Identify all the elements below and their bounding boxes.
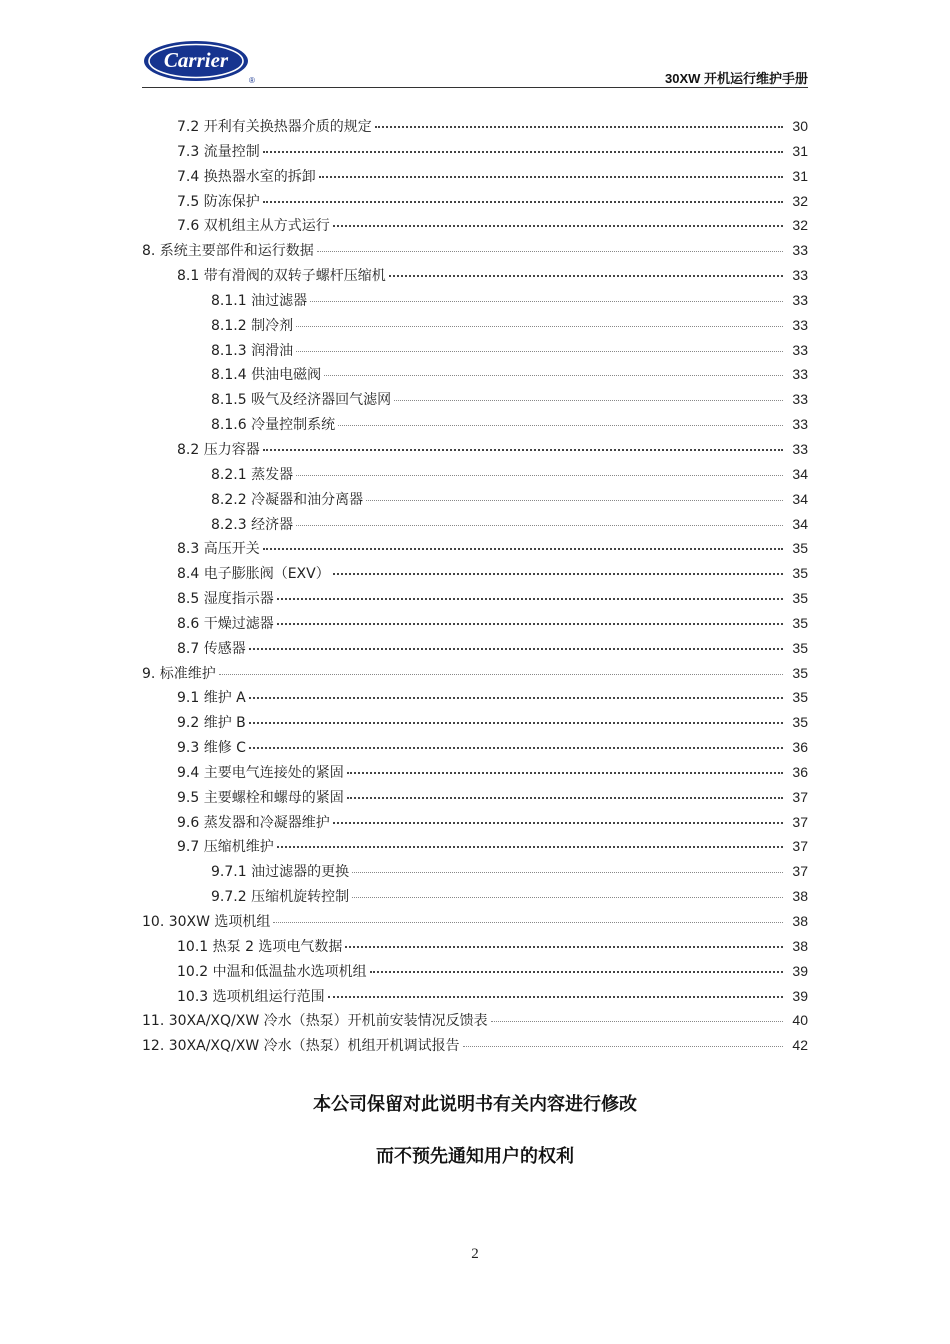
toc-leader-dots [277,623,783,625]
toc-entry[interactable] [142,538,808,563]
toc-entry[interactable] [142,961,808,986]
toc-entry-title: 7.2 开利有关换热器介质的规定 [177,119,372,135]
toc-entry[interactable] [142,240,808,265]
toc-entry[interactable] [142,861,808,886]
toc-leader-dots [296,351,783,352]
toc-leader-dots [491,1021,783,1022]
toc-entry-title: 10. 30XW 选项机组 [142,914,271,930]
toc-entry-title: 10.2 中温和低温盐水选项机组 [177,963,367,980]
toc-entry-title: 11. 30XA/XQ/XW 冷水（热泵）开机前安装情况反馈表 [142,1013,488,1030]
toc-entry-page: 38 [792,937,808,954]
toc-entry[interactable] [142,563,808,588]
toc-entry-page: 33 [792,341,808,358]
toc-leader-dots [338,425,783,426]
toc-leader-dots [463,1046,783,1047]
toc-entry[interactable] [142,141,808,166]
toc-leader-dots [263,151,783,153]
toc-leader-dots [394,400,783,401]
registered-mark: ® [249,76,255,84]
toc-leader-dots [249,697,783,699]
toc-entry[interactable] [142,464,808,489]
toc-entry-title: 8.1 带有滑阀的双转子螺杆压缩机 [177,268,386,285]
toc-entry[interactable] [142,886,808,911]
toc-leader-dots [352,872,783,873]
toc-entry[interactable] [142,265,808,290]
toc-entry[interactable] [142,638,808,663]
toc-entry[interactable] [142,588,808,613]
toc-entry[interactable] [142,762,808,787]
toc-entry[interactable] [142,712,808,737]
toc-entry-page: 35 [792,639,808,656]
toc-leader-dots [263,548,783,550]
toc-entry-page: 35 [792,590,808,607]
toc-leader-dots [296,326,783,327]
toc-entry[interactable] [142,812,808,837]
toc-entry-page: 34 [792,490,808,507]
toc-entry[interactable] [142,191,808,216]
toc-leader-dots [219,674,783,675]
toc-leader-dots [249,648,783,650]
toc-leader-dots [249,722,783,724]
toc-entry-page: 35 [792,565,808,582]
toc-entry-page: 36 [792,739,808,756]
toc-entry[interactable] [142,290,808,315]
toc-entry[interactable] [142,315,808,340]
toc-leader-dots [296,525,783,526]
toc-entry-title: 9.2 维护 B [177,715,246,732]
toc-entry-page: 30 [792,118,808,134]
toc-entry[interactable] [142,215,808,240]
toc-entry-title: 9.3 维修 C [177,740,246,757]
logo-wordmark: Carrier [163,48,229,72]
toc-leader-dots [347,772,783,774]
toc-entry-page: 33 [792,416,808,433]
toc-entry-title: 7.4 换热器水室的拆卸 [177,168,316,185]
toc-entry-page: 35 [792,614,808,631]
toc-entry-page: 31 [792,167,808,184]
toc-entry[interactable] [142,439,808,464]
toc-entry-page: 33 [792,316,808,333]
toc-leader-dots [324,375,783,376]
toc-entry-title: 9.6 蒸发器和冷凝器维护 [177,814,330,831]
toc-leader-dots [263,201,783,203]
toc-entry-page: 34 [792,515,808,532]
toc-entry-page: 36 [792,763,808,780]
toc-leader-dots [389,275,783,277]
toc-entry[interactable] [142,166,808,191]
toc-entry[interactable] [142,514,808,539]
toc-entry-title: 9.1 维护 A [177,690,246,707]
toc-entry-title: 8. 系统主要部件和运行数据 [142,243,314,260]
notice-line-2: 而不预先通知用户的权利 [376,1146,574,1167]
toc-entry-title: 8.3 高压开关 [177,541,260,558]
toc-entry[interactable] [142,911,808,936]
toc-entry-title: 10.1 热泵 2 选项电气数据 [177,938,343,955]
toc-leader-dots [345,946,783,948]
toc-leader-dots [333,225,783,227]
toc-entry-page: 32 [792,192,808,209]
notice-line-1: 本公司保留对此说明书有关内容进行修改 [313,1094,637,1115]
toc-entry-page: 37 [792,863,808,880]
toc-entry-page: 40 [792,1012,808,1029]
toc-entry[interactable] [142,936,808,961]
toc-leader-dots [328,996,783,998]
toc-leader-dots [370,971,783,973]
toc-entry[interactable] [142,986,808,1011]
toc-entry-title: 8.2 压力容器 [177,441,260,458]
toc-entry-page: 33 [792,242,808,259]
toc-entry-page: 39 [792,987,808,1004]
toc-entry-page: 38 [792,913,808,929]
toc-leader-dots [273,922,783,923]
toc-entry-title: 10.3 选项机组运行范围 [177,988,325,1005]
toc-entry-page: 42 [792,1037,808,1054]
toc-leader-dots [249,747,783,749]
toc-entry[interactable] [142,737,808,762]
toc-entry-page: 37 [792,788,808,805]
carrier-logo [142,40,256,84]
toc-entry-title: 8.1.1 油过滤器 [211,292,308,309]
toc-leader-dots [319,176,783,178]
toc-entry[interactable] [142,1010,808,1035]
toc-leader-dots [310,301,783,302]
document-title: 30XW 开机运行维护手册 [664,71,808,86]
toc-leader-dots [263,449,783,451]
toc-entry[interactable] [142,663,808,688]
toc-entry-title: 8.7 传感器 [177,640,246,657]
toc-entry-page: 32 [792,217,808,234]
toc-entry-page: 35 [792,689,808,706]
toc-entry-page: 37 [792,838,808,855]
table-of-contents [142,116,808,1060]
toc-entry-page: 39 [792,962,808,979]
toc-entry-title: 8.5 湿度指示器 [177,591,274,608]
toc-entry-title: 8.2.3 经济器 [211,516,294,533]
toc-entry-title: 9.4 主要电气连接处的紧固 [177,764,344,781]
toc-entry[interactable] [142,389,808,414]
toc-entry[interactable] [142,340,808,365]
toc-entry-title: 8.1.5 吸气及经济器回气滤网 [211,392,392,409]
toc-entry-page: 38 [792,888,808,905]
toc-entry[interactable] [142,787,808,812]
toc-entry-title: 8.1.4 供油电磁阀 [211,367,322,384]
toc-entry-title: 8.1.6 冷量控制系统 [211,417,336,434]
toc-entry-title: 8.2.2 冷凝器和油分离器 [211,491,364,508]
toc-leader-dots [375,126,783,128]
toc-entry-page: 35 [792,540,808,557]
toc-entry-title: 8.1.2 制冷剂 [211,317,294,334]
toc-entry[interactable] [142,613,808,638]
toc-entry-page: 33 [792,391,808,408]
header-rule [142,87,808,88]
toc-leader-dots [333,573,783,575]
toc-entry-page: 33 [792,366,808,383]
toc-entry-page: 35 [792,714,808,731]
toc-entry-title: 8.4 电子膨胀阀（EXV） [177,566,330,583]
toc-entry-page: 33 [792,291,808,308]
toc-entry[interactable] [142,687,808,712]
toc-leader-dots [277,846,783,848]
toc-entry-title: 8.6 干燥过滤器 [177,615,274,632]
page-number: 2 [471,1246,479,1262]
toc-entry-title: 7.5 防冻保护 [177,193,260,210]
toc-entry[interactable] [142,364,808,389]
toc-entry-title: 9.7.2 压缩机旋转控制 [211,889,350,906]
toc-entry-page: 33 [792,440,808,457]
toc-leader-dots [317,251,783,252]
toc-entry-page: 31 [792,142,808,159]
toc-entry-title: 9.5 主要螺栓和螺母的紧固 [177,789,344,806]
toc-entry[interactable] [142,489,808,514]
toc-entry-title: 8.1.3 润滑油 [211,342,294,359]
toc-entry-title: 9.7 压缩机维护 [177,839,274,856]
toc-entry-page: 34 [792,465,808,482]
toc-entry[interactable] [142,1035,808,1060]
toc-entry[interactable] [142,836,808,861]
toc-leader-dots [352,897,783,898]
toc-entry-title: 7.3 流量控制 [177,143,260,160]
toc-leader-dots [296,475,783,476]
toc-entry-page: 37 [792,813,808,830]
toc-entry-title: 8.2.1 蒸发器 [211,466,294,483]
toc-entry-title: 12. 30XA/XQ/XW 冷水（热泵）机组开机调试报告 [142,1038,460,1055]
toc-leader-dots [277,598,783,600]
toc-leader-dots [333,822,783,824]
toc-leader-dots [347,797,783,799]
toc-entry-page: 35 [792,664,808,681]
toc-entry[interactable] [142,116,808,141]
toc-entry-title: 9.7.1 油过滤器的更换 [211,864,350,881]
toc-entry-title: 9. 标准维护 [142,665,216,682]
toc-entry[interactable] [142,414,808,439]
toc-entry-title: 7.6 双机组主从方式运行 [177,218,330,235]
toc-entry-page: 33 [792,267,808,284]
toc-leader-dots [366,500,783,501]
